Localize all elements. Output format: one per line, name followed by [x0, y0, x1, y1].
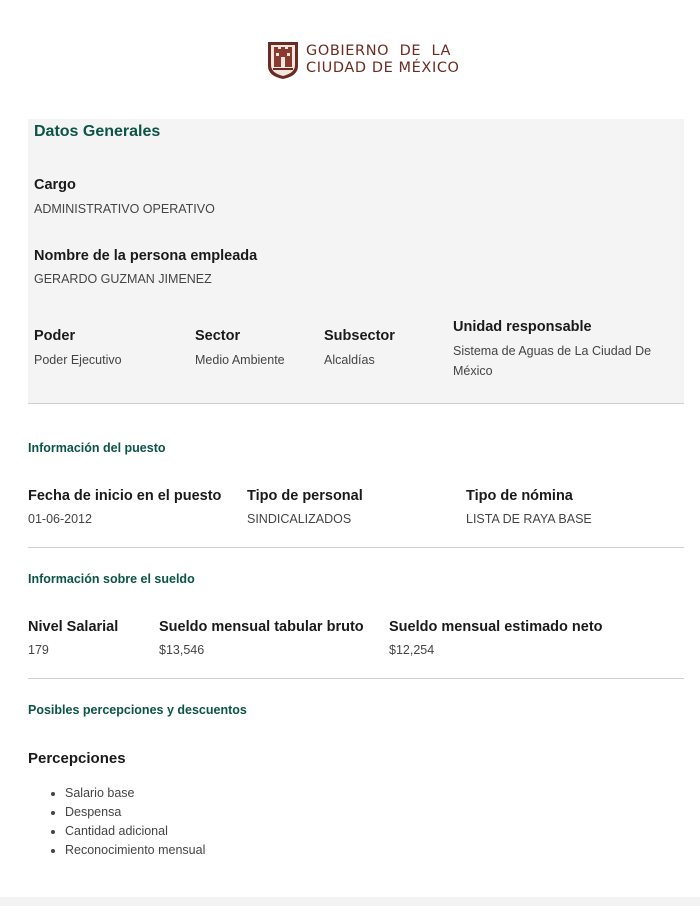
list-item: • Cantidad adicional: [65, 822, 205, 841]
puesto-title: Información del puesto: [28, 441, 166, 455]
list-item: • Salario base: [65, 784, 205, 803]
nombre-label: Nombre de la persona empleada: [34, 248, 258, 264]
unidad-label: Unidad responsable: [453, 319, 592, 335]
divider: [28, 547, 684, 548]
bruto-label: Sueldo mensual tabular bruto: [159, 619, 364, 635]
nivel-label: Nivel Salarial: [28, 619, 119, 635]
footer-band: [0, 897, 700, 906]
tipo-nomina-value: LISTA DE RAYA BASE: [466, 512, 592, 526]
fecha-value: 01-06-2012: [28, 512, 92, 526]
nivel-value: 179: [28, 643, 49, 657]
general-data-panel: [28, 119, 684, 403]
poder-value: Poder Ejecutivo: [34, 353, 122, 367]
shield-crest-icon: [266, 40, 300, 80]
logo-line-2: CIUDAD DE MÉXICO: [306, 60, 460, 76]
list-item: • Reconocimiento mensual: [65, 841, 205, 860]
divider: [28, 403, 684, 404]
list-item: • Despensa: [65, 803, 205, 822]
sueldo-title: Información sobre el sueldo: [28, 572, 195, 586]
fecha-label: Fecha de inicio en el puesto: [28, 488, 222, 504]
tipo-nomina-label: Tipo de nómina: [466, 488, 573, 504]
poder-label: Poder: [34, 328, 76, 344]
subsector-label: Subsector: [324, 328, 395, 344]
sector-value: Medio Ambiente: [195, 353, 285, 367]
unidad-value: Sistema de Aguas de La Ciudad De México: [453, 344, 652, 378]
header-logo: [266, 40, 460, 80]
sector-label: Sector: [195, 328, 241, 344]
subsector-value: Alcaldías: [324, 353, 375, 367]
percepciones-subtitle: Percepciones: [28, 750, 126, 767]
neto-value: $12,254: [389, 643, 435, 657]
percepciones-title: Posibles percepciones y descuentos: [28, 703, 247, 717]
cargo-label: Cargo: [34, 177, 76, 193]
neto-label: Sueldo mensual estimado neto: [389, 619, 603, 635]
tipo-personal-label: Tipo de personal: [247, 488, 363, 504]
logo-line-1: GOBIERNO DE LA: [306, 43, 452, 59]
cargo-value: ADMINISTRATIVO OPERATIVO: [34, 202, 215, 216]
divider: [28, 678, 684, 679]
nombre-value: GERARDO GUZMAN JIMENEZ: [34, 272, 212, 286]
tipo-personal-value: SINDICALIZADOS: [247, 512, 352, 526]
percepciones-list: [52, 784, 205, 860]
bruto-value: $13,546: [159, 643, 205, 657]
general-title: Datos Generales: [34, 123, 161, 140]
